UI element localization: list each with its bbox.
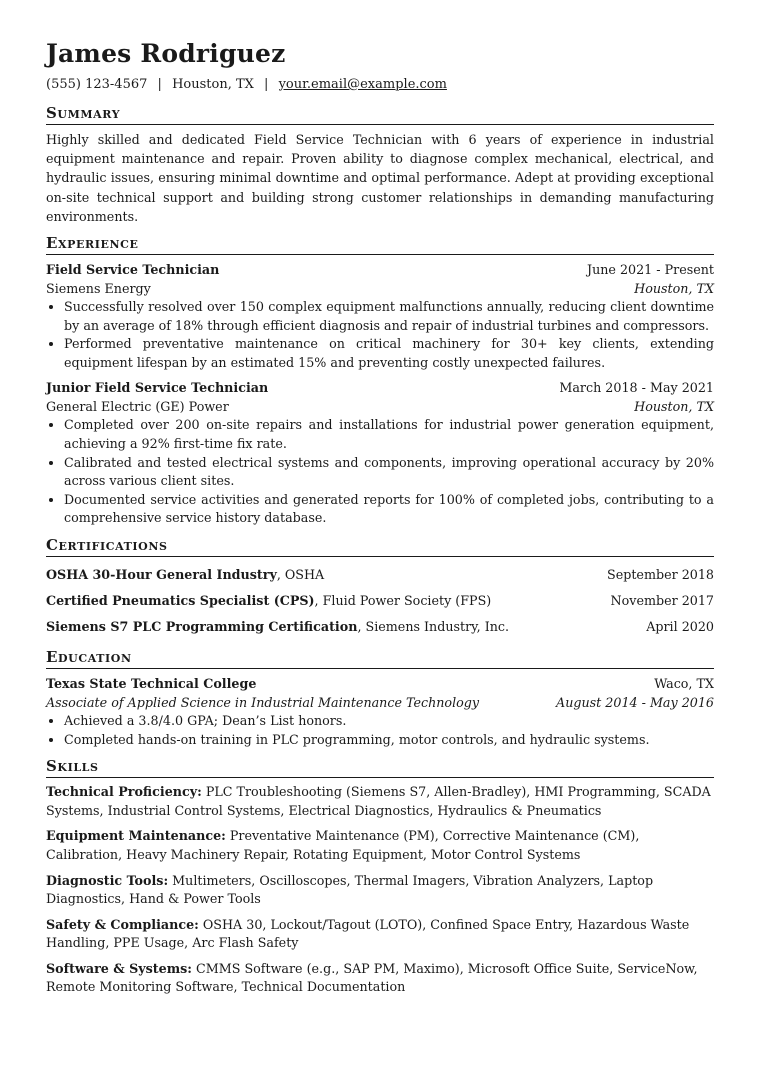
skill-text: OSHA 30, Lockout/Tagout (LOTO), Confined Space Entry, Hazardous Waste Handling, PPE Usage, Arc Flash Safety (46, 916, 690, 951)
certification-name: Certified Pneumatics Specialist (CPS) (46, 592, 315, 608)
certification-date: September 2018 (607, 566, 714, 582)
education-section (46, 648, 714, 749)
skill-text: Preventative Maintenance (PM), Corrective Maintenance (CM), Calibration, Heavy Machinery Repair, Rotating Equipment, Motor Control Systems (46, 828, 640, 862)
skill-label: Software & Systems: (46, 960, 192, 976)
section-title-education: Education (46, 648, 714, 669)
job-title: Field Service Technician (46, 262, 220, 278)
location: Houston, TX (172, 77, 254, 92)
certification-issuer: , OSHA (276, 566, 325, 582)
skill-label: Diagnostic Tools: (46, 872, 169, 888)
certification-row (46, 614, 714, 640)
skill-label: Technical Proficiency: (46, 784, 202, 800)
skill-label: Safety & Compliance: (46, 916, 199, 932)
list-item: • Achieved a 3.8/4.0 GPA; Dean’s List honors. (64, 712, 714, 731)
skill-group (46, 827, 714, 864)
summary-section (46, 104, 714, 226)
education-bullets (46, 712, 714, 749)
job-location: Houston, TX (634, 399, 714, 415)
job-entry (46, 378, 714, 528)
job-title: Junior Field Service Technician (46, 380, 269, 396)
skill-label: Equipment Maintenance: (46, 828, 226, 844)
job-subheader (46, 279, 714, 298)
skills-section (46, 757, 714, 997)
job-header (46, 378, 714, 397)
education-subheader (46, 693, 714, 712)
skill-group (46, 960, 714, 997)
list-item: • Calibrated and tested electrical systems and components, improving operational accuracy by 20% across various client sites. (64, 454, 714, 491)
job-dates: June 2021 - Present (586, 262, 714, 278)
certification-row (46, 588, 714, 614)
job-header (46, 260, 714, 279)
phone-number: (555) 123-4567 (46, 77, 148, 92)
certification-row (46, 562, 714, 588)
list-item: • Performed preventative maintenance on critical machinery for 30+ key clients, extending equipment lifespan by an estimated 15% and preventing costly unexpected failures. (64, 335, 714, 372)
job-bullets (46, 298, 714, 372)
skill-text: PLC Troubleshooting (Siemens S7, Allen-Bradley), HMI Programming, SCADA Systems, Industrial Control Systems, Electrical Diagnostics, Hydraulics & Pneumatics (46, 784, 711, 818)
experience-section (46, 234, 714, 528)
list-item: • Successfully resolved over 150 complex equipment malfunctions annually, reducing client downtime by an average of 18% through efficient diagnosis and repair of industrial turbines and compressors. (64, 298, 714, 335)
list-item: • Completed hands-on training in PLC programming, motor controls, and hydraulic systems. (64, 731, 714, 750)
contact-line (46, 76, 714, 94)
job-location: Houston, TX (634, 281, 714, 297)
certification-entry (46, 614, 509, 640)
company-name: General Electric (GE) Power (46, 399, 229, 415)
section-title-experience: Experience (46, 234, 714, 255)
contact-separator: | (157, 77, 162, 92)
skill-text: Multimeters, Oscilloscopes, Thermal Imagers, Vibration Analyzers, Laptop Diagnostics, Hand & Power Tools (46, 872, 654, 907)
summary-text: Highly skilled and dedicated Field Service Technician with 6 years of experience in industrial equipment maintenance and repair. Proven ability to diagnose complex mechanical, electrical, and hydraulic issues, ensuring minimal downtime and optimal performance. Adept at providing exceptional on-site technical support and building strong customer relationships in demanding manufacturing environments. (46, 132, 714, 224)
job-subheader (46, 397, 714, 416)
certification-issuer: , Fluid Power Society (FPS) (314, 592, 492, 608)
email-link[interactable]: your.email@example.com (278, 77, 447, 92)
job-bullets (46, 416, 714, 528)
certification-name: OSHA 30-Hour General Industry (46, 566, 277, 582)
skill-group (46, 783, 714, 820)
job-dates: March 2018 - May 2021 (559, 380, 714, 396)
section-title-certifications: Certifications (46, 536, 714, 557)
job-entry (46, 260, 714, 372)
certification-date: April 2020 (646, 618, 714, 634)
education-dates: August 2014 - May 2016 (556, 694, 714, 710)
certification-date: November 2017 (610, 592, 714, 608)
contact-separator: | (264, 77, 269, 92)
skill-group (46, 916, 714, 953)
education-header (46, 674, 714, 693)
degree-name: Associate of Applied Science in Industrial Maintenance Technology (46, 694, 480, 710)
list-item: • Documented service activities and generated reports for 100% of completed jobs, contributing to a comprehensive service history database. (64, 491, 714, 528)
section-title-skills: Skills (46, 757, 714, 778)
school-name: Texas State Technical College (46, 675, 257, 691)
candidate-name: James Rodriguez (46, 39, 286, 68)
skill-group (46, 872, 714, 909)
list-item: • Completed over 200 on-site repairs and installations for industrial power generation equipment, achieving a 92% first-time fix rate. (64, 416, 714, 453)
section-title-summary: Summary (46, 104, 714, 125)
certification-name: Siemens S7 PLC Programming Certification (46, 618, 358, 634)
school-location: Waco, TX (654, 675, 714, 691)
company-name: Siemens Energy (46, 281, 151, 297)
certification-entry (46, 562, 324, 588)
certifications-section (46, 536, 714, 640)
certification-issuer: , Siemens Industry, Inc. (357, 618, 510, 634)
certification-entry (46, 588, 491, 614)
skill-text: CMMS Software (e.g., SAP PM, Maximo), Microsoft Office Suite, ServiceNow, Remote Monitoring Software, Technical Documentation (46, 960, 698, 995)
